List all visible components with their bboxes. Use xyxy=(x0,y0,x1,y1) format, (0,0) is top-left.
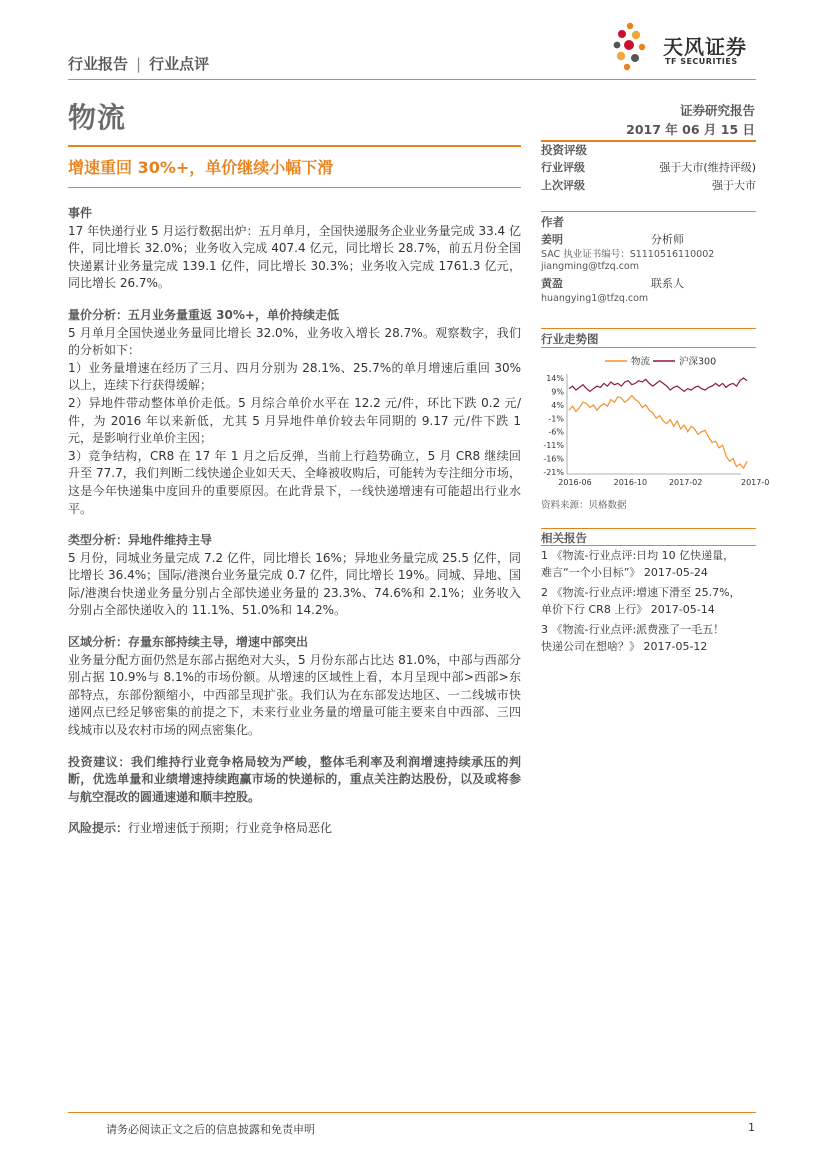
related-title-rule xyxy=(541,545,756,546)
price-intro: 5 月单月全国快递业务量同比增长 32.0%，业务收入增长 28.7%。观察数字，我们的分析如下： xyxy=(68,325,521,358)
previous-rating-row xyxy=(541,177,756,195)
trend-title: 行业走势图 xyxy=(541,332,599,346)
price-point-1: 1）业务量增速在经历了三月、四月分别为 28.1%、25.7%的单月增速后重回 30%以上，连续下行获得缓解； xyxy=(68,360,521,393)
x-tick-label: 2017-02 xyxy=(668,478,703,487)
author-block xyxy=(541,213,756,305)
page-number: 1 xyxy=(748,1121,755,1134)
author-1-name: 姜明 xyxy=(541,233,563,246)
related-list xyxy=(541,547,756,658)
related-title: 相关报告 xyxy=(541,531,587,545)
author-title: 作者 xyxy=(541,215,564,229)
event-text: 17 年快递行业 5 月运行数据出炉：五月单月，全国快递服务企业业务量完成 33.4 亿件，同比增长 32.0%；业务收入完成 407.4 亿元，同比增长 28.7%，前五月份全国快递累计业务量完成 139.1 亿件，同比增长 30.3%；业务收入完成 1761.3 亿元，同比增长 26.7%。 xyxy=(68,223,521,291)
risk-text: 行业增速低于预期；行业竞争格局恶化 xyxy=(128,821,333,836)
y-tick-label: 14% xyxy=(546,374,564,383)
doc-type-separator: | xyxy=(136,55,142,73)
author-top-rule xyxy=(541,211,756,212)
previous-rating-value: 强于大市 xyxy=(712,179,756,192)
x-tick-label: 2017-0 xyxy=(741,478,770,487)
legend-label-hs300: 沪深300 xyxy=(679,356,717,368)
chart-legend xyxy=(605,356,716,368)
related-item-3-line1: 3 《物流-行业点评:派费涨了一毛五！ xyxy=(541,623,725,636)
series-lines xyxy=(569,378,747,468)
advice-label: 投资建议： xyxy=(68,754,131,769)
x-tick-label: 2016-10 xyxy=(613,478,648,487)
price-title: 量价分析：五月业务量重返 30%+，单价持续走低 xyxy=(68,307,339,322)
author-1-license: SAC 执业证书编号：S1110516110002 xyxy=(541,249,715,260)
region-text: 业务量分配方面仍然是东部占据绝对大头，5 月份东部占比达 81.0%，中部与西部分别占据 10.9%与 8.1%的市场份额。从增速的区域性上看，本月呈现中部>西部>东部特点，东部份额缩小，中西部呈现扩张。我们认为在东部发达地区、一二线城市快递网点已经足够密集的前提之下，未来行业业务量的增量可能主要来自中西部、三四线城市以及农村市场的网点密集化。 xyxy=(68,652,521,738)
related-item-2-line1: 2 《物流-行业点评:增速下滑至 25.7%， xyxy=(541,586,741,599)
y-tick-labels xyxy=(543,374,564,477)
related-item-1-line2: 难言“一个小目标”》 2017-05-24 xyxy=(541,566,708,579)
price-point-3: 3）竞争结构，CR8 在 17 年 1 月之后反弹，当前上行趋势确立，5 月 CR8 继续回升至 77.7，我们判断二线快递企业如天天、全峰被收购后，可能转为专注细分市场，这是今年快递集中度回升的重要原因。在此背景下，一线快递增速有可能超出行业水平。 xyxy=(68,448,521,516)
author-2-name: 黄盈 xyxy=(541,277,563,290)
advice-text: 我们维持行业竞争格局较为严峻，整体毛利率及利润增速持续承压的判断，优选单量和业绩增速持续跑赢市场的快递标的，重点关注韵达股份，以及或将参与航空混改的圆通速递和顺丰控股。 xyxy=(68,754,521,804)
footer-disclaimer: 请务必阅读正文之后的信息披露和免责申明 xyxy=(106,1123,315,1136)
trend-chart xyxy=(541,350,770,492)
main-body xyxy=(68,205,521,838)
y-tick-label: -11% xyxy=(543,441,564,451)
industry-title: 物流 xyxy=(68,101,127,134)
chart-source: 资料来源：贝格数据 xyxy=(541,500,627,511)
header-rule xyxy=(68,79,756,80)
risk-label: 风险提示： xyxy=(68,821,129,836)
doc-subcategory: 行业点评 xyxy=(149,55,210,73)
industry-rating-row xyxy=(541,159,756,177)
legend-label-logistics: 物流 xyxy=(631,356,651,368)
logo-name-en: TF SECURITIES xyxy=(665,57,738,66)
related-item-3-line2: 快递公司在想啥？》 2017-05-12 xyxy=(541,640,708,653)
related-item-1[interactable] xyxy=(541,547,756,581)
headline: 增速重回 30%+，单价继续小幅下滑 xyxy=(68,158,334,177)
headline-top-rule xyxy=(68,145,521,147)
investment-advice xyxy=(68,754,521,807)
y-tick-label: -1% xyxy=(548,414,564,424)
x-tick-label: 2016-06 xyxy=(558,478,592,487)
industry-rating-value: 强于大市(维持评级) xyxy=(659,161,756,174)
headline-bottom-rule xyxy=(68,187,521,188)
series-line-logistics xyxy=(569,396,747,469)
author-2-email: huangying1@tfzq.com xyxy=(541,293,649,304)
related-item-3[interactable] xyxy=(541,621,756,655)
series-line-hs300 xyxy=(569,378,747,391)
type-title: 类型分析：异地件维持主导 xyxy=(68,533,213,548)
rating-title: 投资评级 xyxy=(541,143,587,157)
y-tick-label: 9% xyxy=(551,387,564,397)
author-1-email: jiangming@tfzq.com xyxy=(541,261,639,272)
rating-block xyxy=(541,141,756,195)
footer-rule xyxy=(68,1112,756,1113)
y-tick-label: -21% xyxy=(543,468,564,477)
type-text: 5 月份，同城业务量完成 7.2 亿件，同比增长 16%；异地业务量完成 25.5 亿件，同比增长 36.4%；国际/港澳台业务量完成 0.7 亿件，同比增长 19%。同城、异地、国际/港澳台快递业务量分别占全部快递业务量的 23.3%、74.6%和 2.1%；业务收入分别占全部快递收入的 11.1%、51.0%和 14.2%。 xyxy=(68,550,521,618)
related-item-1-line1: 1 《物流-行业点评:日均 10 亿快递量， xyxy=(541,549,735,562)
report-kind: 证券研究报告 xyxy=(679,103,755,118)
event-title: 事件 xyxy=(68,206,93,220)
doc-category: 行业报告 xyxy=(68,55,129,73)
related-top-rule xyxy=(541,528,756,529)
related-item-2-line2: 单价下行 CR8 上行》 2017-05-14 xyxy=(541,603,715,616)
industry-rating-label: 行业评级 xyxy=(541,161,585,174)
previous-rating-label: 上次评级 xyxy=(541,179,585,192)
trend-top-rule xyxy=(541,328,756,329)
x-tick-labels xyxy=(558,478,769,487)
logo-name-cn: 天风证券 xyxy=(663,35,747,59)
trend-title-rule xyxy=(541,347,756,348)
y-tick-label: 4% xyxy=(551,400,564,410)
author-1-row xyxy=(541,231,756,249)
y-tick-label: -16% xyxy=(543,454,564,464)
price-point-2: 2）异地件带动整体单价走低。5 月综合单价水平在 12.2 元/件，环比下跌 0.2 元/件，为 2016 年以来新低，尤其 5 月异地件单价较去年同期的 9.17 元/件下跌 1 元，是影响行业单价主因； xyxy=(68,395,521,446)
y-tick-label: -6% xyxy=(548,427,564,437)
doc-type xyxy=(68,53,209,74)
author-2-role: 联系人 xyxy=(651,277,684,290)
related-item-2[interactable] xyxy=(541,584,756,618)
author-1-role: 分析师 xyxy=(651,233,684,246)
risk-warning xyxy=(68,820,521,838)
author-2-row xyxy=(541,275,756,293)
report-date: 2017 年 06 月 15 日 xyxy=(626,122,755,137)
region-title: 区域分析：存量东部持续主导，增速中部突出 xyxy=(68,635,309,650)
